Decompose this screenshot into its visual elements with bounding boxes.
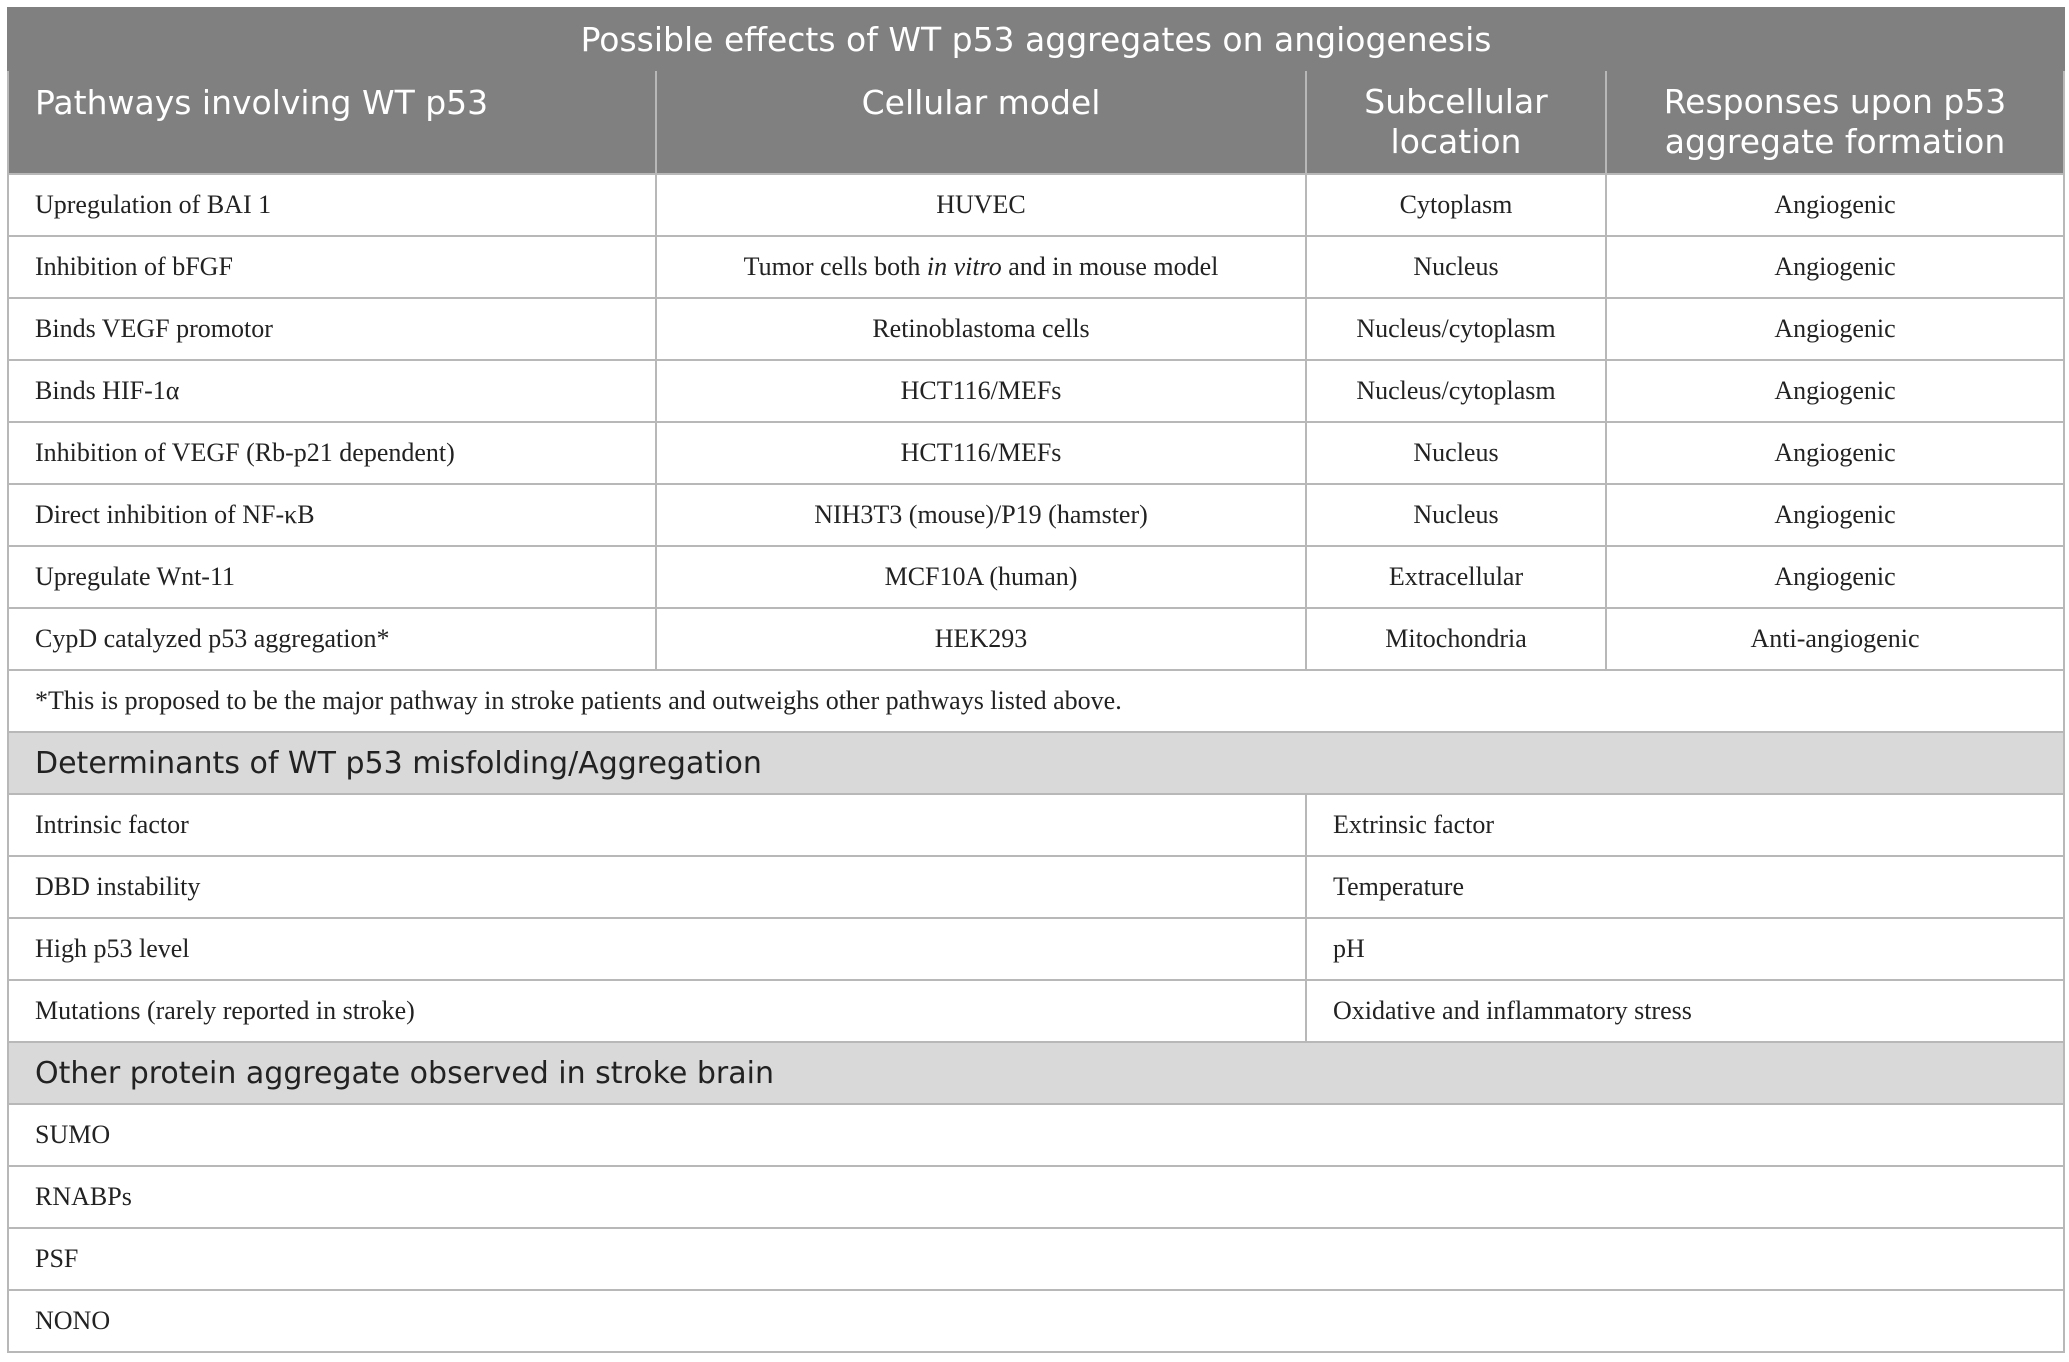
- footnote: *This is proposed to be the major pathway in stroke patients and outweighs other pathways listed above.: [8, 670, 2064, 732]
- table-row: [8, 1166, 2064, 1228]
- model-text: HCT116/MEFs: [900, 438, 1062, 467]
- intrinsic-cell: High p53 level: [8, 918, 1306, 980]
- table-row: [8, 1290, 2064, 1352]
- table-row: [8, 980, 2064, 1042]
- extrinsic-cell: Extrinsic factor: [1306, 794, 2064, 856]
- model-text: Retinoblastoma cells: [872, 314, 1090, 343]
- title-row: [8, 8, 2064, 70]
- location-cell: Nucleus/cytoplasm: [1306, 298, 1606, 360]
- response-cell: Angiogenic: [1606, 422, 2064, 484]
- response-cell: Angiogenic: [1606, 298, 2064, 360]
- pathway-cell: Binds HIF-1α: [8, 360, 656, 422]
- pathway-cell: Direct inhibition of NF-κB: [8, 484, 656, 546]
- table-row: [8, 1228, 2064, 1290]
- model-cell: [656, 236, 1306, 298]
- location-cell: Mitochondria: [1306, 608, 1606, 670]
- table-title: Possible effects of WT p53 aggregates on angiogenesis: [8, 8, 2064, 70]
- pathway-cell: Upregulate Wnt-11: [8, 546, 656, 608]
- response-cell: Angiogenic: [1606, 236, 2064, 298]
- model-cell: [656, 174, 1306, 236]
- aggregate-item: NONO: [8, 1290, 2064, 1352]
- aggregate-item: PSF: [8, 1228, 2064, 1290]
- model-cell: [656, 360, 1306, 422]
- pathway-cell: Binds VEGF promotor: [8, 298, 656, 360]
- model-text: HUVEC: [936, 190, 1026, 219]
- location-cell: Cytoplasm: [1306, 174, 1606, 236]
- table-row: [8, 546, 2064, 608]
- model-text: NIH3T3 (mouse)/P19 (hamster): [814, 500, 1148, 529]
- location-cell: Nucleus: [1306, 484, 1606, 546]
- location-cell: Nucleus: [1306, 422, 1606, 484]
- model-cell: [656, 546, 1306, 608]
- aggregate-item: RNABPs: [8, 1166, 2064, 1228]
- model-text: MCF10A (human): [884, 562, 1078, 591]
- table-row: [8, 298, 2064, 360]
- intrinsic-cell: Intrinsic factor: [8, 794, 1306, 856]
- extrinsic-cell: Temperature: [1306, 856, 2064, 918]
- response-cell: Angiogenic: [1606, 360, 2064, 422]
- header-row: [8, 70, 2064, 174]
- aggregate-item: SUMO: [8, 1104, 2064, 1166]
- header-cellular-model: Cellular model: [656, 70, 1306, 174]
- table-row: [8, 422, 2064, 484]
- location-cell: Nucleus: [1306, 236, 1606, 298]
- extrinsic-cell: pH: [1306, 918, 2064, 980]
- table-row: [8, 1104, 2064, 1166]
- extrinsic-cell: Oxidative and inflammatory stress: [1306, 980, 2064, 1042]
- intrinsic-cell: Mutations (rarely reported in stroke): [8, 980, 1306, 1042]
- angiogenesis-table: [7, 7, 2065, 1353]
- model-text: HEK293: [934, 624, 1028, 653]
- header-pathways: Pathways involving WT p53: [8, 70, 656, 174]
- response-cell: Anti-angiogenic: [1606, 608, 2064, 670]
- model-cell: [656, 608, 1306, 670]
- location-cell: Extracellular: [1306, 546, 1606, 608]
- model-cell: [656, 484, 1306, 546]
- table-row: [8, 236, 2064, 298]
- pathway-cell: Inhibition of bFGF: [8, 236, 656, 298]
- response-cell: Angiogenic: [1606, 546, 2064, 608]
- table-row: [8, 360, 2064, 422]
- pathway-cell: CypD catalyzed p53 aggregation*: [8, 608, 656, 670]
- footnote-row: [8, 670, 2064, 732]
- intrinsic-cell: DBD instability: [8, 856, 1306, 918]
- header-responses: Responses upon p53 aggregate formation: [1606, 70, 2064, 174]
- response-cell: Angiogenic: [1606, 174, 2064, 236]
- model-text-after: and in mouse model: [1001, 252, 1219, 281]
- section-title-other-aggregates: Other protein aggregate observed in stroke brain: [8, 1042, 2064, 1104]
- header-subcellular-location: Subcellular location: [1306, 70, 1606, 174]
- table-row: [8, 174, 2064, 236]
- model-text: Tumor cells both: [743, 252, 927, 281]
- response-cell: Angiogenic: [1606, 484, 2064, 546]
- model-text: HCT116/MEFs: [900, 376, 1062, 405]
- model-cell: [656, 422, 1306, 484]
- table-row: [8, 484, 2064, 546]
- section-header-row: [8, 732, 2064, 794]
- location-cell: Nucleus/cytoplasm: [1306, 360, 1606, 422]
- table-row: [8, 794, 2064, 856]
- model-cell: [656, 298, 1306, 360]
- pathway-cell: Upregulation of BAI 1: [8, 174, 656, 236]
- table-container: [7, 7, 2063, 1353]
- pathway-cell: Inhibition of VEGF (Rb-p21 dependent): [8, 422, 656, 484]
- table-row: [8, 918, 2064, 980]
- model-italic: in vitro: [926, 252, 1002, 281]
- table-row: [8, 608, 2064, 670]
- section-title-determinants: Determinants of WT p53 misfolding/Aggregation: [8, 732, 2064, 794]
- table-row: [8, 856, 2064, 918]
- section-header-row: [8, 1042, 2064, 1104]
